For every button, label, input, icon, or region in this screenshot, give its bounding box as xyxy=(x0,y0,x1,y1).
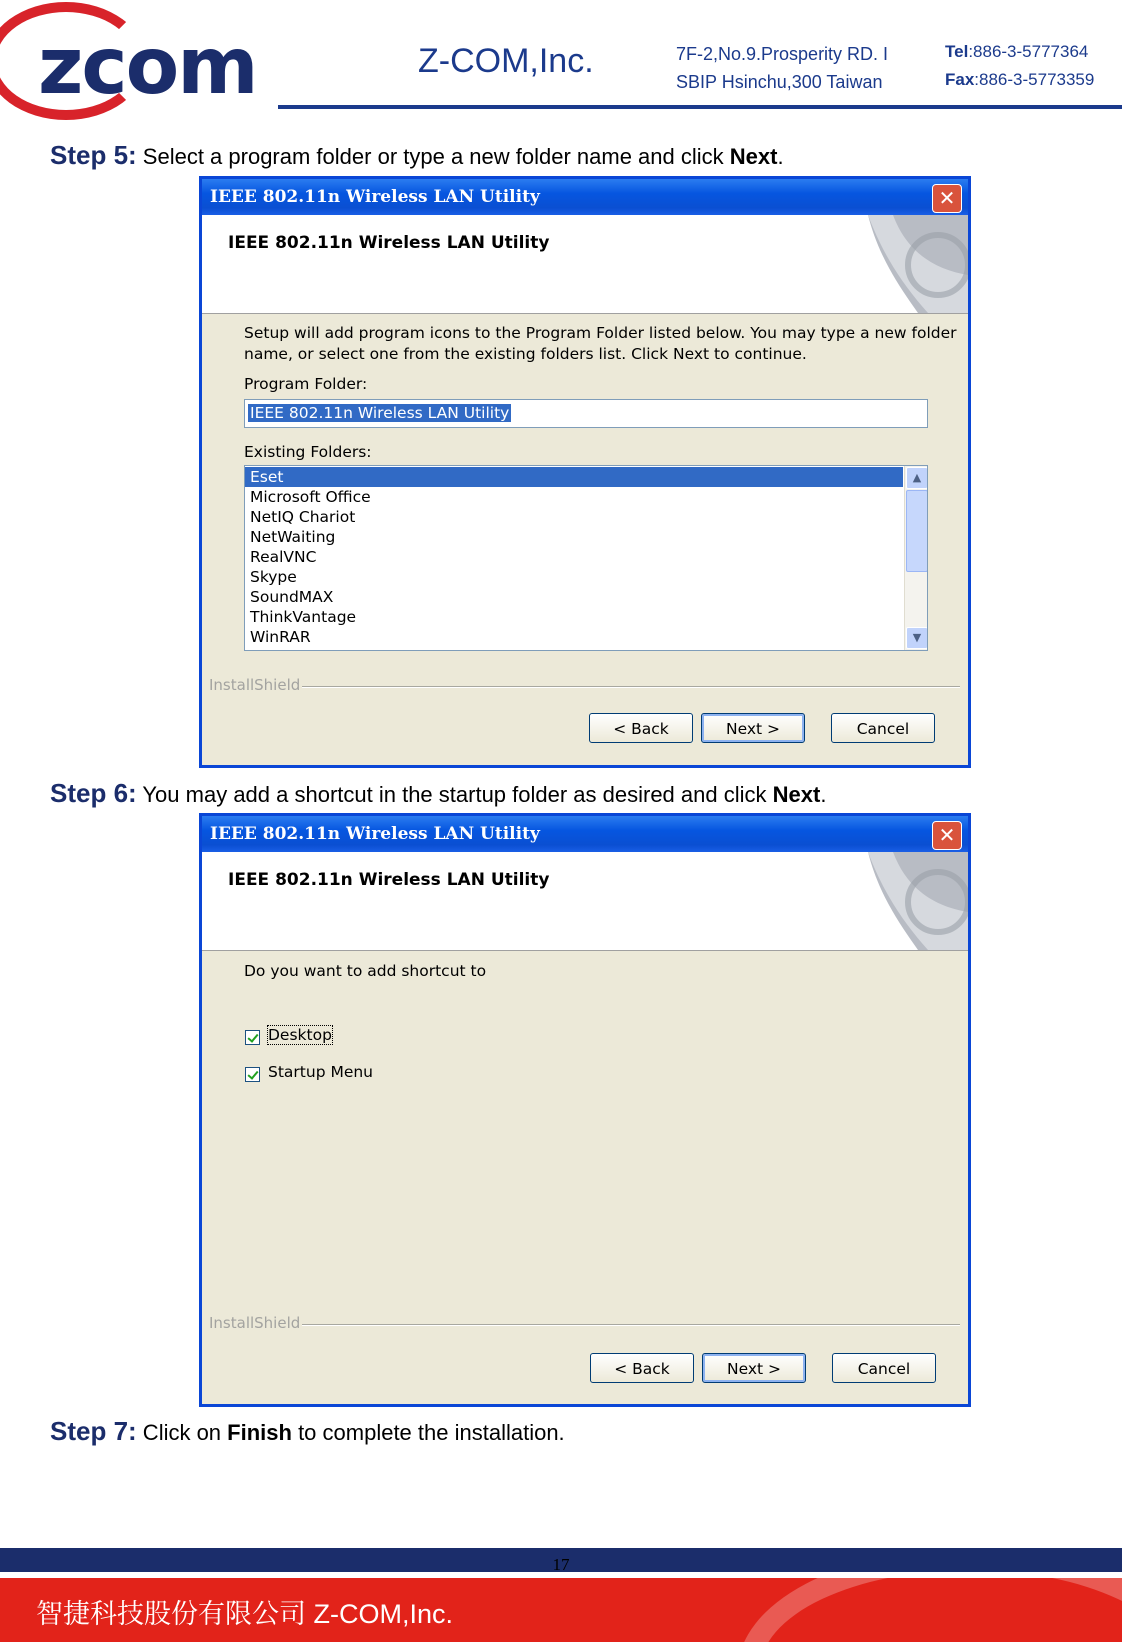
tel-line xyxy=(945,38,1094,66)
startup-menu-label[interactable]: Startup Menu xyxy=(268,1063,374,1081)
scroll-up-icon[interactable]: ▲ xyxy=(906,467,928,489)
step-6-instruction xyxy=(50,778,826,809)
dialog-titlebar: IEEE 802.11n Wireless LAN Utility xyxy=(202,179,968,215)
cancel-button[interactable]: Cancel xyxy=(831,713,935,743)
fax-line xyxy=(945,66,1094,94)
desktop-label[interactable]: Desktop xyxy=(268,1026,332,1044)
page-curl-icon xyxy=(808,852,968,950)
folder-list-item[interactable]: SoundMAX xyxy=(250,588,334,606)
step-6-end: . xyxy=(820,782,827,807)
step-6-text: You may add a shortcut in the startup folder as desired and click xyxy=(136,782,773,807)
dialog-banner xyxy=(202,852,968,951)
step-6-label: Step 6: xyxy=(50,778,137,808)
program-folder-value: IEEE 802.11n Wireless LAN Utility xyxy=(250,404,510,422)
folder-list-item[interactable]: RealVNC xyxy=(250,548,317,566)
folder-list-item[interactable]: Skype xyxy=(250,568,297,586)
page-curl-icon xyxy=(808,215,968,313)
existing-folders-label: Existing Folders: xyxy=(244,443,372,461)
next-button[interactable]: Next > xyxy=(701,713,805,743)
installshield-label: InstallShield xyxy=(209,1314,301,1332)
folder-list-item[interactable]: Eset xyxy=(245,467,903,487)
close-button[interactable]: ✕ xyxy=(932,821,962,850)
step-7-text: Click on xyxy=(136,1420,228,1445)
instruction-text xyxy=(244,323,957,365)
step-7-end: to complete the installation. xyxy=(291,1420,565,1445)
tel-label: Tel xyxy=(945,42,969,61)
tel-number: :886-3-5777364 xyxy=(968,42,1089,61)
fax-label: Fax xyxy=(945,70,975,89)
back-button[interactable]: < Back xyxy=(589,713,693,743)
separator xyxy=(302,686,960,688)
step-5-label: Step 5: xyxy=(50,140,137,170)
step-5-bold: Next xyxy=(729,144,778,169)
step-7-label: Step 7: xyxy=(50,1416,137,1446)
program-folder-label: Program Folder: xyxy=(244,375,368,393)
page-number: 17 xyxy=(552,1555,570,1574)
banner-title: IEEE 802.11n Wireless LAN Utility xyxy=(228,233,550,253)
swoosh-decoration xyxy=(738,1578,1122,1642)
instruction-line-1: Setup will add program icons to the Program Folder listed below. You may type a new folder xyxy=(244,324,957,342)
folder-list-item[interactable]: NetIQ Chariot xyxy=(250,508,356,526)
startup-menu-checkbox[interactable] xyxy=(245,1067,260,1082)
address-line-1: 7F-2,No.9.Prosperity RD. I xyxy=(676,44,889,64)
company-name: Z-COM,Inc. xyxy=(418,42,594,80)
close-button[interactable]: ✕ xyxy=(932,184,962,213)
desktop-checkbox[interactable] xyxy=(245,1030,260,1045)
program-folder-input[interactable] xyxy=(244,399,928,428)
shortcut-question: Do you want to add shortcut to xyxy=(244,962,487,980)
scroll-thumb[interactable] xyxy=(906,490,928,572)
dialog-banner xyxy=(202,215,968,314)
step-5-text: Select a program folder or type a new folder name and click xyxy=(136,144,730,169)
next-button[interactable]: Next > xyxy=(702,1353,806,1383)
company-address xyxy=(676,40,888,96)
zcom-logo: zcom xyxy=(38,22,257,112)
installshield-label: InstallShield xyxy=(209,676,301,694)
address-line-2: SBIP Hsinchu,300 Taiwan xyxy=(676,72,883,92)
footer-company: 智捷科技股份有限公司 Z-COM,Inc. xyxy=(36,1599,453,1629)
existing-folders-list[interactable] xyxy=(244,465,928,651)
company-contact xyxy=(945,38,1094,94)
cancel-button[interactable]: Cancel xyxy=(832,1353,936,1383)
folder-list-item[interactable]: WinRAR xyxy=(250,628,311,646)
step-7-bold: Finish xyxy=(227,1420,292,1445)
banner-title: IEEE 802.11n Wireless LAN Utility xyxy=(228,870,550,890)
folder-list-item[interactable]: ThinkVantage xyxy=(250,608,357,626)
shortcut-dialog xyxy=(199,813,971,1407)
instruction-line-2: name, or select one from the existing folders list. Click Next to continue. xyxy=(244,345,807,363)
header-rule xyxy=(278,105,1122,109)
program-folder-dialog xyxy=(199,176,971,768)
fax-number: :886-3-5773359 xyxy=(974,70,1095,89)
step-5-end: . xyxy=(777,144,784,169)
dialog-titlebar: IEEE 802.11n Wireless LAN Utility xyxy=(202,816,968,852)
folder-list-item[interactable]: Microsoft Office xyxy=(250,488,371,506)
step-5-instruction xyxy=(50,140,784,171)
back-button[interactable]: < Back xyxy=(590,1353,694,1383)
step-6-bold: Next xyxy=(772,782,821,807)
step-7-instruction xyxy=(50,1416,565,1447)
scroll-down-icon[interactable]: ▼ xyxy=(906,627,928,649)
folder-list-item[interactable]: NetWaiting xyxy=(250,528,336,546)
separator xyxy=(302,1324,960,1326)
folders-scrollbar[interactable] xyxy=(904,466,927,650)
